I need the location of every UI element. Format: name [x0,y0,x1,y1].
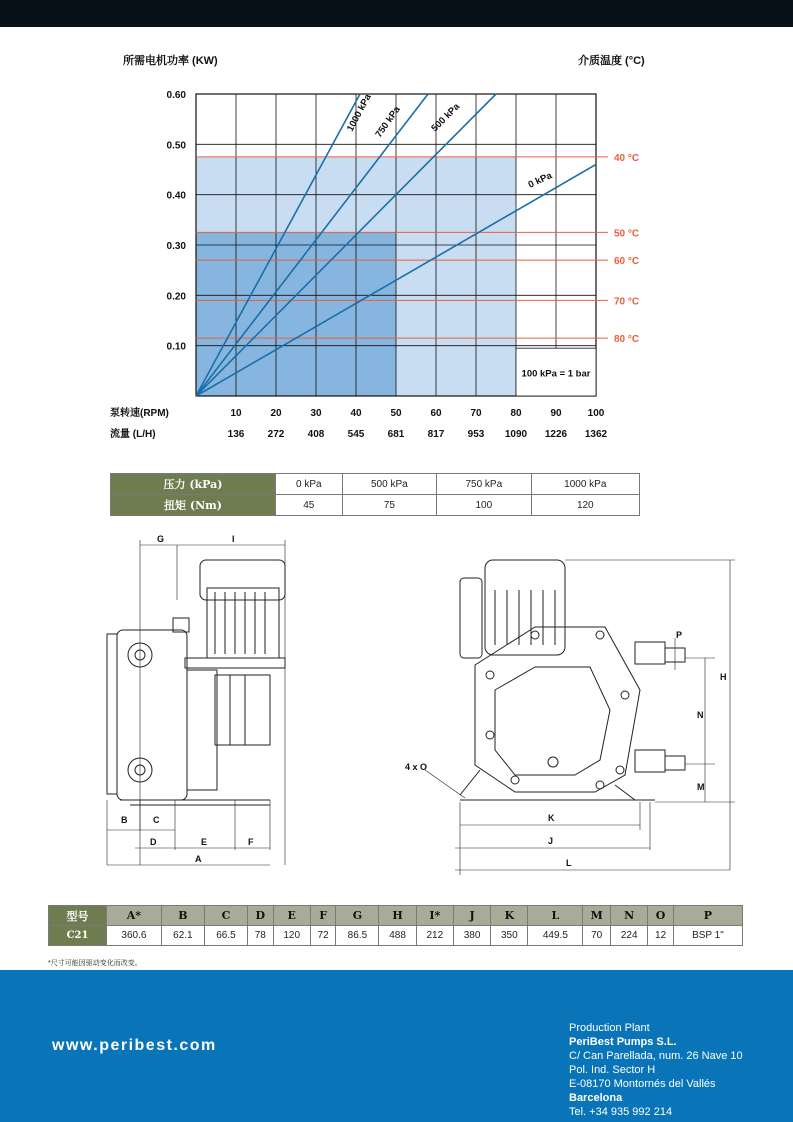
dim-label-a: A [195,854,202,864]
column-header: F [310,906,336,926]
address-block [569,1021,743,1119]
dim-label-l: L [566,858,572,868]
rpm-tick-label: 80 [510,408,522,419]
chart-title-power: 所需电机功率 (KW) [123,55,218,67]
y-tick-label: 0.30 [166,241,186,252]
flow-tick-label: 953 [467,429,485,440]
dimension-value: 120 [273,926,310,946]
pressure-label: 压力 (kPa) [111,474,276,495]
dim-label-h: H [720,672,727,682]
footnote: *尺寸可能因驱动变化而改变。 [48,960,142,967]
column-header: P [673,906,742,926]
series-label: 0 kPa [526,170,554,191]
temperature-label: 80 °C [614,334,640,346]
dim-label-c: C [153,815,160,825]
address-line: Production Plant [569,1022,650,1034]
pump-drawings [95,530,755,875]
power-chart [100,80,660,450]
dim-label-f: F [248,837,254,847]
series-label: 750 kPa [373,104,403,140]
dimension-value: 360.6 [107,926,162,946]
model-name: C21 [49,926,107,946]
dimension-value: BSP 1" [673,926,742,946]
flow-tick-label: 136 [227,429,245,440]
y-tick-label: 0.20 [166,291,186,303]
rpm-tick-label: 90 [550,408,562,419]
dimension-value: 78 [248,926,274,946]
y-tick-label: 0.10 [166,341,186,353]
flow-axis-label: 流量 (L/H) [110,429,156,440]
column-header: M [583,906,611,926]
dimension-value: 488 [379,926,416,946]
y-tick-label: 0.50 [166,140,186,152]
pressure-value: 0 kPa [276,474,343,495]
column-header: N [611,906,648,926]
y-tick-label: 0.40 [166,190,186,202]
side-view-drawing [107,540,285,865]
top-bar [0,0,793,27]
chart-title-temperature: 介质温度 (°C) [578,55,645,67]
company-name: PeriBest Pumps S.L. [569,1036,677,1048]
column-header: G [336,906,379,926]
pressure-torque-table [110,473,640,516]
rpm-tick-label: 20 [270,408,282,419]
column-header: B [161,906,204,926]
torque-value: 45 [276,495,343,516]
dimension-value: 12 [648,926,674,946]
column-header: H [379,906,416,926]
y-tick-label: 0.60 [166,90,186,101]
dim-label-n: N [697,710,704,720]
column-header: E [273,906,310,926]
pressure-value: 750 kPa [437,474,531,495]
torque-value: 100 [437,495,531,516]
dim-label-e: E [201,837,208,847]
dim-label-p: P [676,630,683,640]
rpm-tick-label: 50 [390,408,402,419]
pressure-value: 1000 kPa [531,474,639,495]
flow-tick-label: 545 [347,429,365,440]
temperature-label: 60 °C [614,256,640,268]
column-header: I* [416,906,453,926]
phone-number: Tel. +34 935 992 214 [569,1106,673,1118]
pressure-value: 500 kPa [342,474,436,495]
address-line: C/ Can Parellada, num. 26 Nave 10 [569,1050,743,1062]
rpm-tick-label: 40 [350,408,362,419]
dimension-value: 224 [611,926,648,946]
series-label: 500 kPa [429,101,463,135]
rpm-tick-label: 100 [587,408,605,419]
front-view-drawing [425,560,735,875]
rpm-tick-label: 30 [310,408,322,419]
dimensions-header-row [49,906,743,926]
rpm-tick-label: 70 [470,408,482,419]
dim-label-holes: 4 x O [405,762,428,772]
flow-tick-label: 817 [427,429,445,440]
flow-tick-label: 408 [307,429,325,440]
rpm-tick-label: 60 [430,408,442,419]
flow-tick-label: 1226 [544,429,568,440]
column-header: D [248,906,274,926]
torque-label: 扭矩 (Nm) [111,495,276,516]
dim-label-b: B [121,815,128,825]
dim-label-m: M [697,782,705,792]
torque-value: 75 [342,495,436,516]
column-header: O [648,906,674,926]
flow-tick-label: 681 [387,429,405,440]
dim-label-d: D [150,837,157,847]
dim-label-i: I [232,534,235,544]
dim-label-g: G [157,534,165,544]
dimension-value: 66.5 [204,926,247,946]
model-header: 型号 [49,906,107,926]
shaded-region [196,232,396,396]
flow-tick-label: 1362 [584,429,608,440]
address-line: Pol. Ind. Sector H [569,1064,656,1076]
city-name: Barcelona [569,1092,623,1104]
column-header: K [491,906,528,926]
dimensions-row-c21 [49,926,743,946]
dim-label-j: J [548,836,554,846]
dimension-value: 86.5 [336,926,379,946]
flow-tick-label: 1090 [504,429,528,440]
dimension-value: 350 [491,926,528,946]
dimension-value: 449.5 [528,926,583,946]
dimension-value: 380 [453,926,490,946]
footer [0,970,793,1122]
address-line: E-08170 Montornés del Vallés [569,1078,716,1090]
torque-value: 120 [531,495,639,516]
temperature-label: 50 °C [614,228,640,240]
column-header: L [528,906,583,926]
series-label: 1000 kPa [344,92,374,134]
temperature-label: 70 °C [614,296,640,308]
column-header: C [204,906,247,926]
dimension-value: 212 [416,926,453,946]
unit-note: 100 kPa = 1 bar [521,368,591,380]
dimension-value: 72 [310,926,336,946]
flow-tick-label: 272 [267,429,285,440]
dimension-value: 62.1 [161,926,204,946]
dimensions-table [48,905,743,946]
torque-row [111,495,640,516]
dimension-value: 70 [583,926,611,946]
column-header: A* [107,906,162,926]
dim-label-k: K [548,813,555,823]
temperature-label: 40 °C [614,152,640,164]
rpm-axis-label: 泵转速(RPM) [110,408,169,419]
rpm-tick-label: 10 [230,408,242,419]
pressure-row [111,474,640,495]
column-header: J [453,906,490,926]
website-link[interactable]: www.peribest.com [52,1037,217,1054]
